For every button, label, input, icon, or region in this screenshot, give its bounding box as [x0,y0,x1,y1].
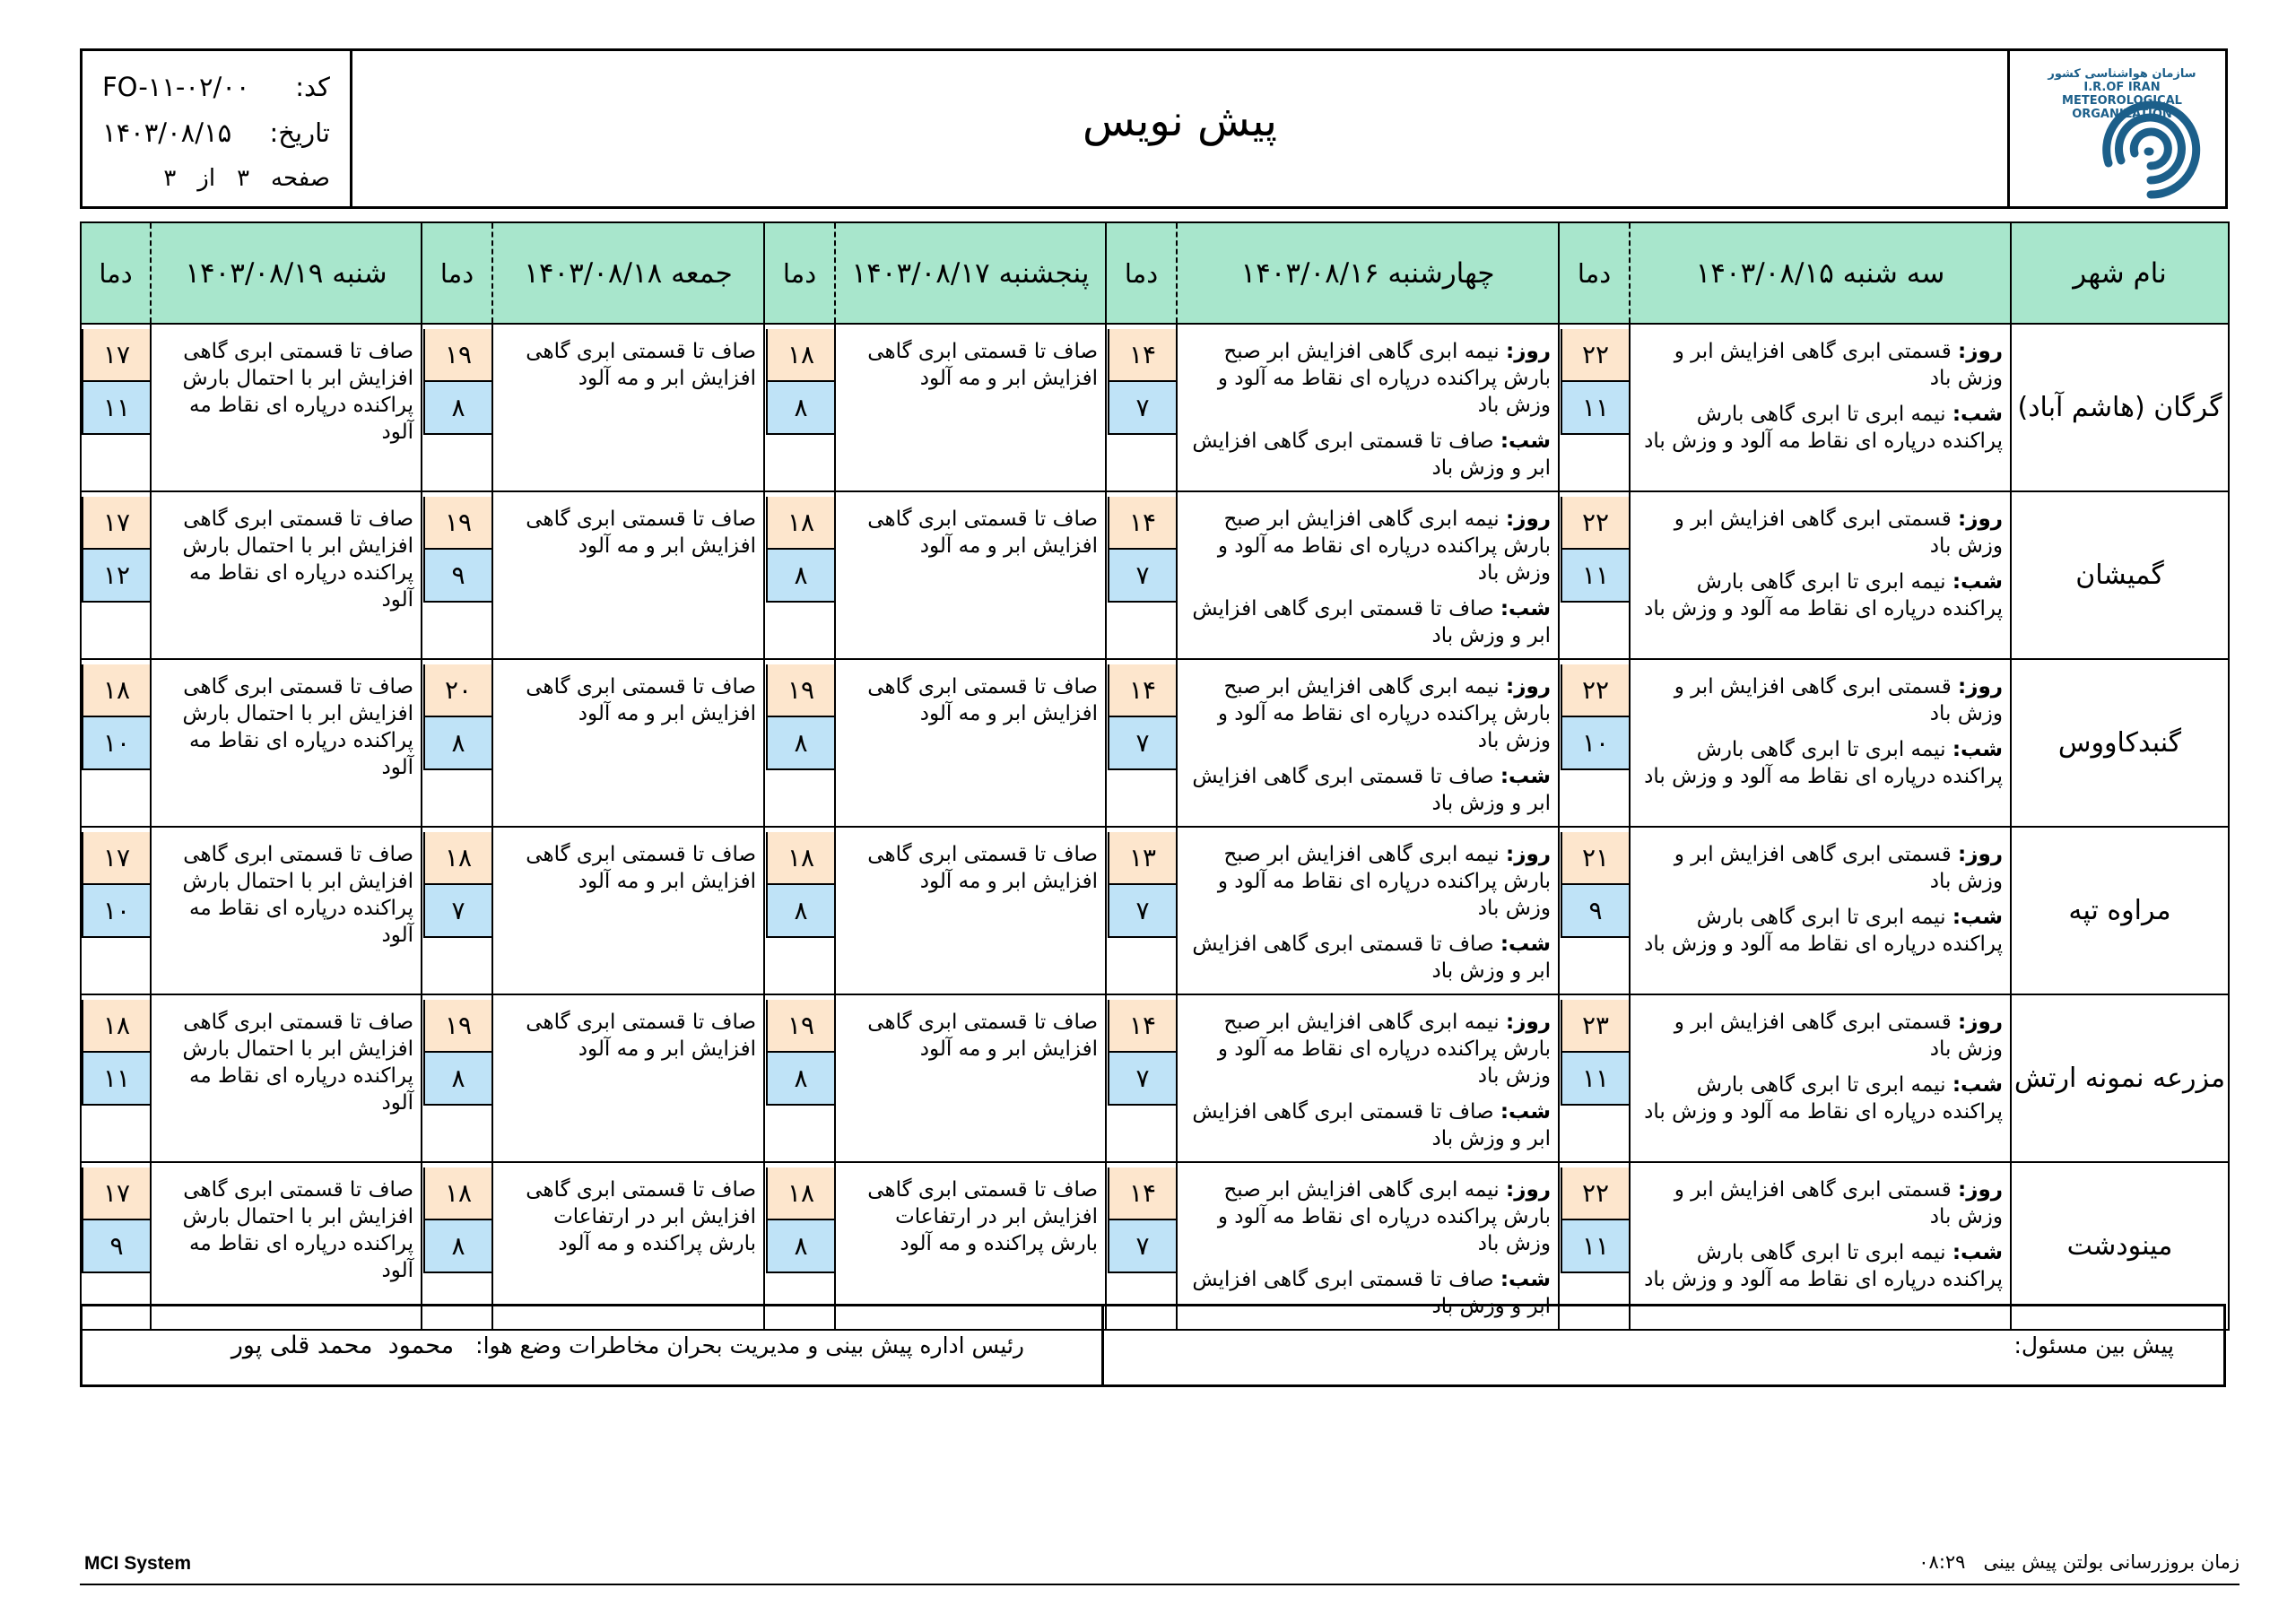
max-temp: ۱۸ [766,497,834,550]
night-label: شب: [1500,1268,1551,1291]
min-temp: ۷ [1108,1220,1176,1273]
temps-day5 [81,827,151,994]
system-name: MCI System [84,1553,192,1574]
signature-row [80,1304,2226,1387]
night-label: شب: [1500,933,1551,956]
forecast-desc-day3: صاف تا قسمتی ابری گاهی افزایش ابر و مه آلود [835,324,1106,491]
day-forecast-text: قسمتی ابری گاهی افزایش ابر و وزش باد [1674,508,2003,558]
max-temp: ۱۸ [82,664,150,717]
min-temp: ۸ [766,717,834,770]
max-temp: ۱۷ [82,832,150,885]
day-forecast [1638,338,2003,392]
day-forecast-text: قسمتی ابری گاهی افزایش ابر و وزش باد [1674,340,2003,390]
max-temp: ۱۸ [766,832,834,885]
day-forecast-text: نیمه ابری گاهی افزایش ابر صبح بارش پراکنده درپاره ای نقاط مه آلود و وزش باد [1217,508,1551,585]
temps-day4 [422,827,492,994]
forecast-desc-day4: صاف تا قسمتی ابری گاهی افزایش ابر و مه آلود [492,994,764,1162]
page-total: ۳ [163,164,177,192]
day-forecast [1185,1009,1551,1089]
temp-boxes [1107,325,1176,435]
day-label: روز: [1506,340,1551,363]
night-forecast-text: صاف تا قسمتی ابری گاهی افزایش ابر و وزش باد [1192,1100,1551,1150]
min-temp: ۷ [1108,550,1176,603]
day-forecast-text: نیمه ابری گاهی افزایش ابر صبح بارش پراکنده درپاره ای نقاط مه آلود و وزش باد [1217,1178,1551,1255]
temp-header-2: دما [1106,222,1177,324]
temp-boxes [1560,492,1629,603]
forecast-desc-day4: صاف تا قسمتی ابری گاهی افزایش ابر و مه آلود [492,491,764,659]
temp-boxes [1560,995,1629,1106]
min-temp: ۷ [1108,382,1176,435]
day-forecast [1185,506,1551,586]
temps-day5 [81,659,151,827]
day-forecast-text: قسمتی ابری گاهی افزایش ابر و وزش باد [1674,675,2003,725]
logo-text-en-2: METEOROLOGICAL [2062,94,2182,108]
temps-day5 [81,994,151,1162]
day-forecast [1185,1176,1551,1257]
forecast-desc-day2 [1177,827,1559,994]
night-forecast [1638,1239,2003,1293]
night-forecast [1185,595,1551,649]
forecast-desc-day2 [1177,324,1559,491]
temp-boxes [422,828,491,938]
temp-boxes [1107,660,1176,770]
night-forecast [1638,401,2003,455]
temp-boxes [765,1163,834,1273]
forecast-desc-day4: صاف تا قسمتی ابری گاهی افزایش ابر و مه آلود [492,659,764,827]
night-forecast-text: صاف تا قسمتی ابری گاهی افزایش ابر و وزش باد [1192,933,1551,983]
temp-boxes [422,492,491,603]
forecast-desc-day3: صاف تا قسمتی ابری گاهی افزایش ابر و مه آلود [835,491,1106,659]
temp-boxes [765,492,834,603]
temp-boxes [1560,325,1629,435]
night-label: شب: [1952,403,2003,426]
min-temp: ۱۱ [1561,550,1629,603]
day-label: روز: [1506,843,1551,866]
night-forecast-text: صاف تا قسمتی ابری گاهی افزایش ابر و وزش باد [1192,765,1551,815]
day-forecast-text: نیمه ابری گاهی افزایش ابر صبح بارش پراکنده درپاره ای نقاط مه آلود و وزش باد [1217,1011,1551,1088]
update-time-info [1918,1551,2239,1573]
temps-day1 [1559,491,1630,659]
min-temp: ۷ [423,885,491,938]
day-forecast-text: قسمتی ابری گاهی افزایش ابر و وزش باد [1674,843,2003,893]
day-header-3: پنجشنبه ۱۴۰۳/۰۸/۱۷ [835,222,1106,324]
max-temp: ۱۹ [766,664,834,717]
temp-boxes [1107,492,1176,603]
table-row [81,491,2229,659]
forecast-desc-day5: صاف تا قسمتی ابری گاهی افزایش ابر با احتمال بارش پراکنده درپاره ای نقاط مه آلود [151,659,422,827]
night-forecast-text: صاف تا قسمتی ابری گاهی افزایش ابر و وزش باد [1192,1268,1551,1318]
max-temp: ۱۸ [423,832,491,885]
update-time: ۰۸:۲۹ [1918,1551,1966,1573]
city-name: گمیشان [2011,491,2229,659]
forecast-desc-day5: صاف تا قسمتی ابری گاهی افزایش ابر با احتمال بارش پراکنده درپاره ای نقاط مه آلود [151,1162,422,1330]
forecast-desc-day2 [1177,659,1559,827]
temp-boxes [1107,1163,1176,1273]
night-forecast [1638,568,2003,622]
night-label: شب: [1952,738,2003,761]
max-temp: ۱۴ [1108,1167,1176,1220]
day-forecast [1638,673,2003,727]
min-temp: ۸ [423,717,491,770]
min-temp: ۹ [82,1220,150,1273]
code-label: کد: [295,71,330,102]
min-temp: ۸ [423,1053,491,1106]
max-temp: ۱۷ [82,497,150,550]
max-temp: ۱۷ [82,329,150,382]
temps-day3 [764,324,835,491]
forecast-table [80,221,2230,1331]
night-label: شب: [1500,597,1551,621]
max-temp: ۱۷ [82,1167,150,1220]
max-temp: ۱۹ [423,497,491,550]
head-name: محمود محمد قلی پور [230,1332,455,1359]
temp-header-3: دما [764,222,835,324]
max-temp: ۱۴ [1108,1000,1176,1053]
temp-boxes [1107,995,1176,1106]
night-forecast [1185,763,1551,817]
min-temp: ۱۱ [82,1053,150,1106]
page-current: ۳ [237,164,250,192]
forecast-desc-day5: صاف تا قسمتی ابری گاهی افزایش ابر با احتمال بارش پراکنده درپاره ای نقاط مه آلود [151,491,422,659]
temp-boxes [82,660,150,770]
min-temp: ۸ [766,550,834,603]
table-row [81,324,2229,491]
date-value: ۱۴۰۳/۰۸/۱۵ [102,117,232,148]
min-temp: ۱۱ [1561,1053,1629,1106]
max-temp: ۱۸ [766,329,834,382]
min-temp: ۱۱ [82,382,150,435]
temps-day4 [422,491,492,659]
temp-boxes [82,1163,150,1273]
day-label: روز: [1958,508,2003,531]
date-row [102,109,330,155]
night-forecast [1185,1098,1551,1152]
min-temp: ۷ [1108,717,1176,770]
city-name: گرگان (هاشم آباد) [2011,324,2229,491]
organization-logo [2007,51,2225,206]
day-header-1: سه شنبه ۱۴۰۳/۰۸/۱۵ [1630,222,2011,324]
table-row [81,659,2229,827]
forecast-desc-day2 [1177,491,1559,659]
temps-day5 [81,491,151,659]
max-temp: ۲۲ [1561,329,1629,382]
day-forecast-text: قسمتی ابری گاهی افزایش ابر و وزش باد [1674,1178,2003,1228]
max-temp: ۱۸ [82,1000,150,1053]
max-temp: ۱۹ [423,1000,491,1053]
forecast-desc-day4: صاف تا قسمتی ابری گاهی افزایش ابر در ارتفاعات بارش پراکنده و مه آلود [492,1162,764,1330]
day-forecast [1638,1176,2003,1230]
night-label: شب: [1952,1241,2003,1264]
responsible-forecaster [1101,1306,2223,1384]
night-forecast-text: نیمه ابری تا ابری گاهی بارش پراکنده درپاره ای نقاط مه آلود و وزش باد [1644,906,2003,956]
day-header-2: چهارشنبه ۱۴۰۳/۰۸/۱۶ [1177,222,1559,324]
forecast-desc-day5: صاف تا قسمتی ابری گاهی افزایش ابر با احتمال بارش پراکنده درپاره ای نقاط مه آلود [151,324,422,491]
forecast-desc-day3: صاف تا قسمتی ابری گاهی افزایش ابر و مه آلود [835,659,1106,827]
footer-divider [80,1584,2239,1585]
day-label: روز: [1506,1178,1551,1202]
night-forecast-text: صاف تا قسمتی ابری گاهی افزایش ابر و وزش باد [1192,597,1551,647]
temp-boxes [765,995,834,1106]
day-label: روز: [1506,675,1551,699]
night-forecast [1638,1072,2003,1125]
spiral-logo-icon [2092,96,2209,208]
night-forecast-text: صاف تا قسمتی ابری گاهی افزایش ابر و وزش باد [1192,430,1551,480]
forecast-desc-day4: صاف تا قسمتی ابری گاهی افزایش ابر و مه آلود [492,324,764,491]
update-label: زمان بروزرسانی بولتن پیش بینی [1983,1551,2239,1573]
temp-boxes [1560,828,1629,938]
min-temp: ۸ [766,382,834,435]
max-temp: ۱۸ [423,1167,491,1220]
night-forecast-text: نیمه ابری تا ابری گاهی بارش پراکنده درپاره ای نقاط مه آلود و وزش باد [1644,1241,2003,1291]
temps-day4 [422,324,492,491]
temp-boxes [82,995,150,1106]
temp-boxes [82,828,150,938]
min-temp: ۱۰ [82,885,150,938]
max-temp: ۲۲ [1561,497,1629,550]
day-label: روز: [1958,675,2003,699]
temp-boxes [765,828,834,938]
temps-day2 [1106,324,1177,491]
temp-boxes [422,995,491,1106]
day-forecast [1638,1009,2003,1063]
day-label: روز: [1958,340,2003,363]
day-forecast [1185,673,1551,754]
table-header-row [81,222,2229,324]
temps-day1 [1559,659,1630,827]
temps-day2 [1106,659,1177,827]
day-label: روز: [1958,1178,2003,1202]
temps-day4 [422,994,492,1162]
city-name: مینودشت [2011,1162,2229,1330]
night-label: شب: [1500,430,1551,453]
page-row [102,155,330,201]
forecast-desc-day2 [1177,994,1559,1162]
day-forecast [1638,506,2003,560]
city-name: گنبدکاووس [2011,659,2229,827]
day-forecast-text: نیمه ابری گاهی افزایش ابر صبح بارش پراکنده درپاره ای نقاط مه آلود و وزش باد [1217,340,1551,417]
day-label: روز: [1506,1011,1551,1034]
forecast-desc-day5: صاف تا قسمتی ابری گاهی افزایش ابر با احتمال بارش پراکنده درپاره ای نقاط مه آلود [151,827,422,994]
min-temp: ۱۱ [1561,1220,1629,1273]
temp-header-5: دما [81,222,151,324]
temp-boxes [1107,828,1176,938]
day-forecast [1185,841,1551,922]
max-temp: ۲۲ [1561,1167,1629,1220]
forecast-desc-day1 [1630,491,2011,659]
min-temp: ۷ [1108,885,1176,938]
forecast-desc-day5: صاف تا قسمتی ابری گاهی افزایش ابر با احتمال بارش پراکنده درپاره ای نقاط مه آلود [151,994,422,1162]
night-label: شب: [1952,570,2003,594]
max-temp: ۲۲ [1561,664,1629,717]
forecast-desc-day1 [1630,994,2011,1162]
page-title: پیش نویس [1082,95,1277,146]
temps-day3 [764,491,835,659]
min-temp: ۱۲ [82,550,150,603]
temps-day1 [1559,827,1630,994]
max-temp: ۱۹ [766,1000,834,1053]
max-temp: ۱۸ [766,1167,834,1220]
min-temp: ۸ [423,382,491,435]
day-header-5: شنبه ۱۴۰۳/۰۸/۱۹ [151,222,422,324]
day-forecast-text: نیمه ابری گاهی افزایش ابر صبح بارش پراکنده درپاره ای نقاط مه آلود و وزش باد [1217,675,1551,752]
temp-header-4: دما [422,222,492,324]
night-label: شب: [1500,765,1551,788]
min-temp: ۸ [766,885,834,938]
min-temp: ۹ [423,550,491,603]
forecast-desc-day4: صاف تا قسمتی ابری گاهی افزایش ابر و مه آلود [492,827,764,994]
table-row [81,827,2229,994]
day-label: روز: [1958,1011,2003,1034]
day-forecast [1185,338,1551,419]
night-forecast-text: نیمه ابری تا ابری گاهی بارش پراکنده درپاره ای نقاط مه آلود و وزش باد [1644,738,2003,788]
day-forecast-text: قسمتی ابری گاهی افزایش ابر و وزش باد [1674,1011,2003,1061]
temps-day3 [764,659,835,827]
max-temp: ۲۱ [1561,832,1629,885]
forecast-desc-day1 [1630,827,2011,994]
night-label: شب: [1952,1073,2003,1097]
min-temp: ۸ [766,1053,834,1106]
night-forecast [1638,904,2003,958]
max-temp: ۱۴ [1108,497,1176,550]
min-temp: ۱۰ [82,717,150,770]
document-info-box [83,51,352,206]
date-label: تاریخ: [269,117,330,148]
forecast-desc-day1 [1630,324,2011,491]
day-forecast [1638,841,2003,895]
city-header: نام شهر [2011,222,2229,324]
day-label: روز: [1506,508,1551,531]
max-temp: ۲۰ [423,664,491,717]
night-forecast-text: نیمه ابری تا ابری گاهی بارش پراکنده درپاره ای نقاط مه آلود و وزش باد [1644,403,2003,453]
max-temp: ۱۹ [423,329,491,382]
night-label: شب: [1500,1100,1551,1124]
temp-boxes [1560,660,1629,770]
forecast-desc-day3: صاف تا قسمتی ابری گاهی افزایش ابر در ارتفاعات بارش پراکنده و مه آلود [835,1162,1106,1330]
min-temp: ۱۰ [1561,717,1629,770]
night-forecast-text: نیمه ابری تا ابری گاهی بارش پراکنده درپاره ای نقاط مه آلود و وزش باد [1644,570,2003,621]
code-row [102,64,330,109]
min-temp: ۸ [766,1220,834,1273]
department-head [83,1306,1101,1384]
min-temp: ۱۱ [1561,382,1629,435]
page-of: از [197,164,216,192]
table-row [81,994,2229,1162]
temps-day2 [1106,994,1177,1162]
max-temp: ۱۴ [1108,329,1176,382]
head-label: رئیس اداره پیش بینی و مدیریت بحران مخاطرات وضع هوا: [475,1332,1024,1358]
temps-day5 [81,324,151,491]
logo-text-fa: سازمان هواشناسی کشور [2048,67,2196,81]
code-value: FO-۱۱-۰۲/۰۰ [102,71,250,102]
temp-boxes [422,1163,491,1273]
min-temp: ۹ [1561,885,1629,938]
temp-boxes [765,325,834,435]
page-label: صفحه [271,164,330,192]
night-forecast [1638,736,2003,790]
responsible-label: پیش بین مسئول: [2013,1332,2174,1358]
logo-text-en-3: ORGANIZATION [2072,108,2172,121]
day-forecast-text: نیمه ابری گاهی افزایش ابر صبح بارش پراکنده درپاره ای نقاط مه آلود و وزش باد [1217,843,1551,920]
night-forecast [1185,428,1551,482]
temps-day2 [1106,491,1177,659]
temp-boxes [1560,1163,1629,1273]
temp-boxes [422,660,491,770]
temps-day3 [764,994,835,1162]
temp-boxes [765,660,834,770]
forecast-desc-day3: صاف تا قسمتی ابری گاهی افزایش ابر و مه آلود [835,827,1106,994]
temp-boxes [422,325,491,435]
temps-day3 [764,827,835,994]
night-forecast-text: نیمه ابری تا ابری گاهی بارش پراکنده درپاره ای نقاط مه آلود و وزش باد [1644,1073,2003,1124]
city-name: مراوه تپه [2011,827,2229,994]
temps-day1 [1559,994,1630,1162]
forecast-desc-day3: صاف تا قسمتی ابری گاهی افزایش ابر و مه آلود [835,994,1106,1162]
forecast-desc-day1 [1630,659,2011,827]
max-temp: ۱۳ [1108,832,1176,885]
day-label: روز: [1958,843,2003,866]
document-header [80,48,2228,209]
temp-boxes [82,492,150,603]
day-header-4: جمعه ۱۴۰۳/۰۸/۱۸ [492,222,764,324]
max-temp: ۲۳ [1561,1000,1629,1053]
temps-day4 [422,659,492,827]
min-temp: ۷ [1108,1053,1176,1106]
city-name: مزرعه نمونه ارتش [2011,994,2229,1162]
temps-day1 [1559,324,1630,491]
night-forecast [1185,931,1551,985]
temp-header-1: دما [1559,222,1630,324]
min-temp: ۸ [423,1220,491,1273]
max-temp: ۱۴ [1108,664,1176,717]
temps-day2 [1106,827,1177,994]
logo-text-en-1: I.R.OF IRAN [2083,81,2161,94]
temp-boxes [82,325,150,435]
night-label: شب: [1952,906,2003,929]
